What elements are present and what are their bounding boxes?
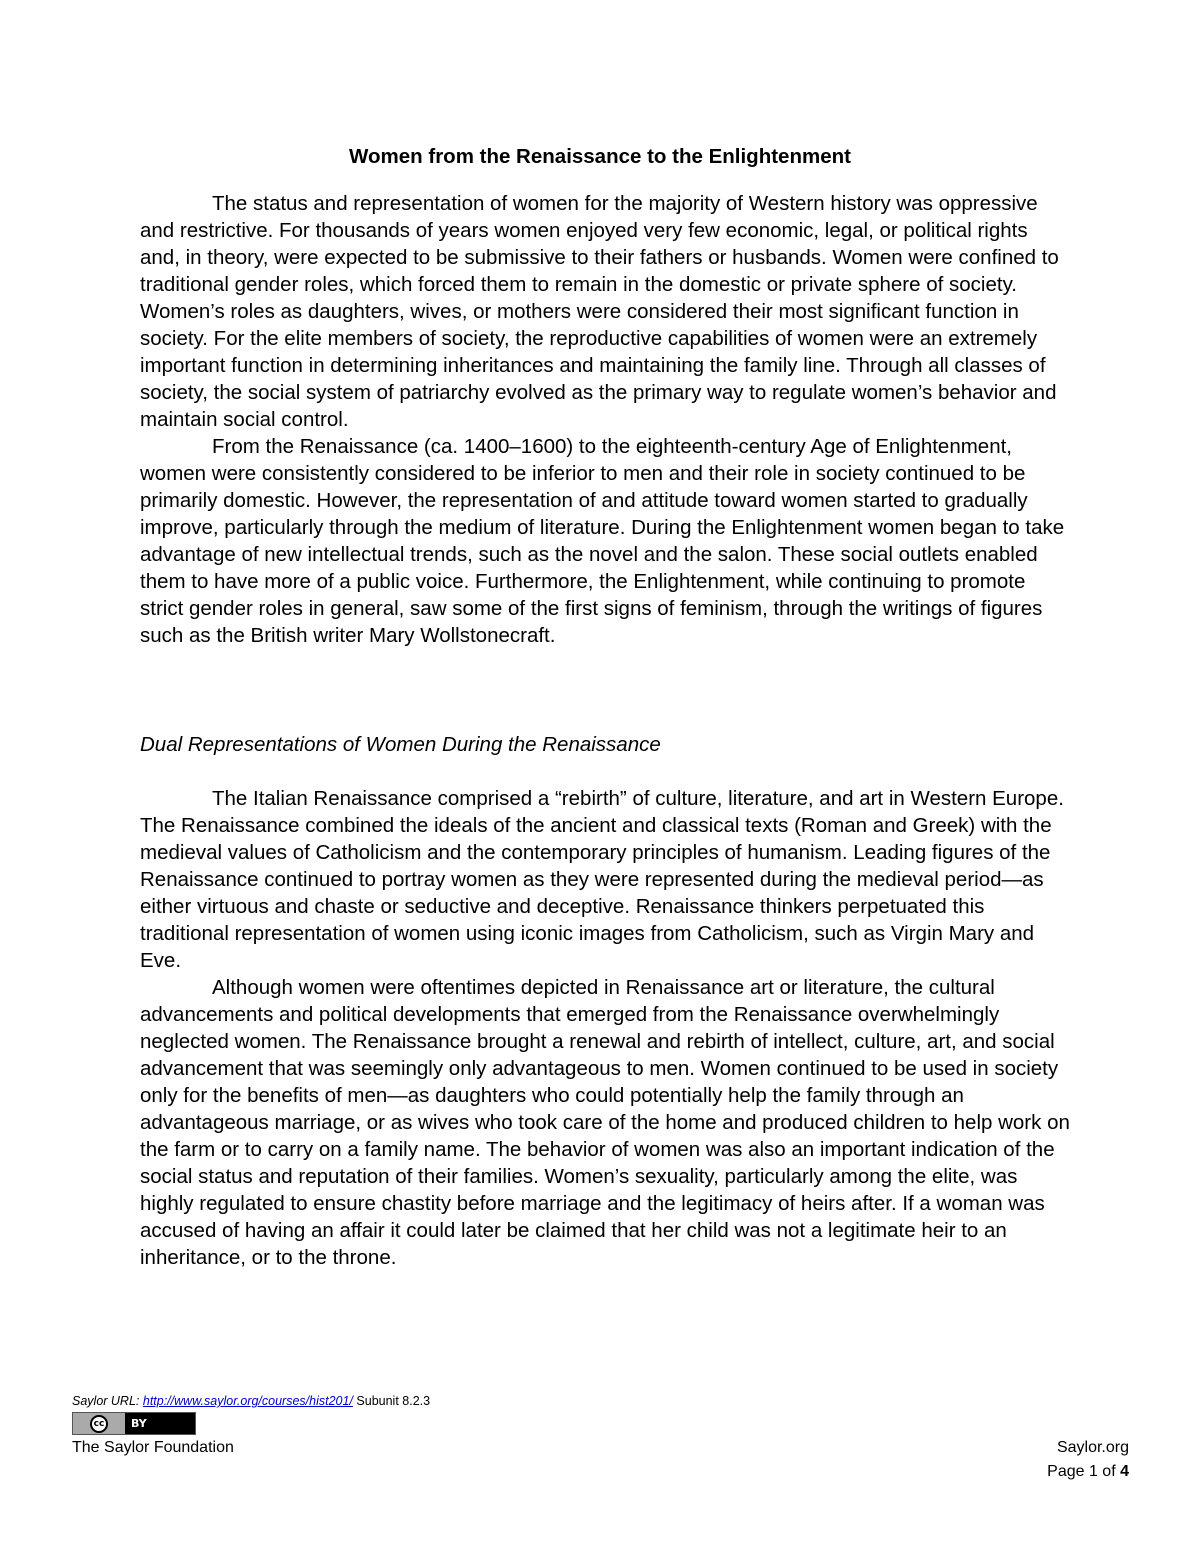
subunit-label: Subunit 8.2.3 <box>356 1394 431 1408</box>
intro-section <box>140 190 1070 649</box>
footer-right <box>1047 1438 1129 1482</box>
paragraph: Although women were oftentimes depicted in Renaissance art or literature, the cultural advancements and political developments that emerged from the Renaissance overwhelmingly neglected women. The Renaissance brought a renewal and rebirth of intellect, culture, art, and social advancement that was seemingly only advantageous to men. Women continued to be used in society only for the benefits of men—as daughters who could potentially help the family through an advantageous marriage, or as wives who took care of the home and produced children to help work on the farm or to carry on a family name. The behavior of women was also an important indication of the social status and reputation of their families. Women’s sexuality, particularly among the elite, was highly regulated to ensure chastity before marriage and the legitimacy of heirs after. If a woman was accused of having an affair it could later be claimed that her child was not a legitimate heir to an inheritance, or to the throne. <box>140 976 1070 1269</box>
course-url-link[interactable]: http://www.saylor.org/courses/hist201/ <box>142 1394 353 1408</box>
cc-icon: cc <box>90 1415 108 1433</box>
section-heading: Dual Representations of Women During the Renaissance <box>140 733 661 756</box>
page-prefix: Page 1 of <box>1047 1463 1116 1480</box>
foundation-name: The Saylor Foundation <box>72 1439 234 1456</box>
site-name: Saylor.org <box>1056 1439 1129 1456</box>
page-total: 4 <box>1120 1463 1129 1480</box>
cc-license-badge[interactable] <box>72 1412 196 1435</box>
footer-source-line <box>72 1393 430 1409</box>
paragraph: The status and representation of women for the majority of Western history was oppressive and restrictive. For thousands of years women enjoyed very few economic, legal, or political rights and, in theory, were expected to be submissive to their fathers or husbands. Women were confined to traditional gender roles, which forced them to remain in the domestic or private sphere of society. Women’s roles as daughters, wives, or mothers were considered their most significant function in society. For the elite members of society, the reproductive capabilities of women were an extremely important function in determining inheritances and maintaining the family line. Through all classes of society, the social system of patriarchy evolved as the primary way to regulate women’s behavior and maintain social control. <box>140 192 1059 431</box>
url-label: Saylor URL: <box>72 1394 140 1408</box>
document-title: Women from the Renaissance to the Enlightenment <box>349 145 851 168</box>
renaissance-section <box>140 785 1070 1271</box>
paragraph: From the Renaissance (ca. 1400–1600) to the eighteenth-century Age of Enlightenment, women were consistently considered to be inferior to men and their role in society continued to be primarily domestic. However, the representation of and attitude toward women started to gradually improve, particularly through the medium of literature. During the Enlightenment women began to take advantage of new intellectual trends, such as the novel and the salon. These social outlets enabled them to have more of a public voice. Furthermore, the Enlightenment, while continuing to promote strict gender roles in general, saw some of the first signs of feminism, through the writings of figures such as the British writer Mary Wollstonecraft. <box>140 435 1065 647</box>
page-number <box>1047 1462 1129 1482</box>
paragraph: The Italian Renaissance comprised a “rebirth” of culture, literature, and art in Western Europe. The Renaissance combined the ideals of the ancient and classical texts (Roman and Greek) with the medieval values of Catholicism and the contemporary principles of humanism. Leading figures of the Renaissance continued to portray women as they were represented during the medieval period—as either virtuous and chaste or seductive and deceptive. Renaissance thinkers perpetuated this traditional representation of women using iconic images from Catholicism, such as Virgin Mary and Eve. <box>140 787 1064 972</box>
by-label: BY <box>131 1417 147 1430</box>
